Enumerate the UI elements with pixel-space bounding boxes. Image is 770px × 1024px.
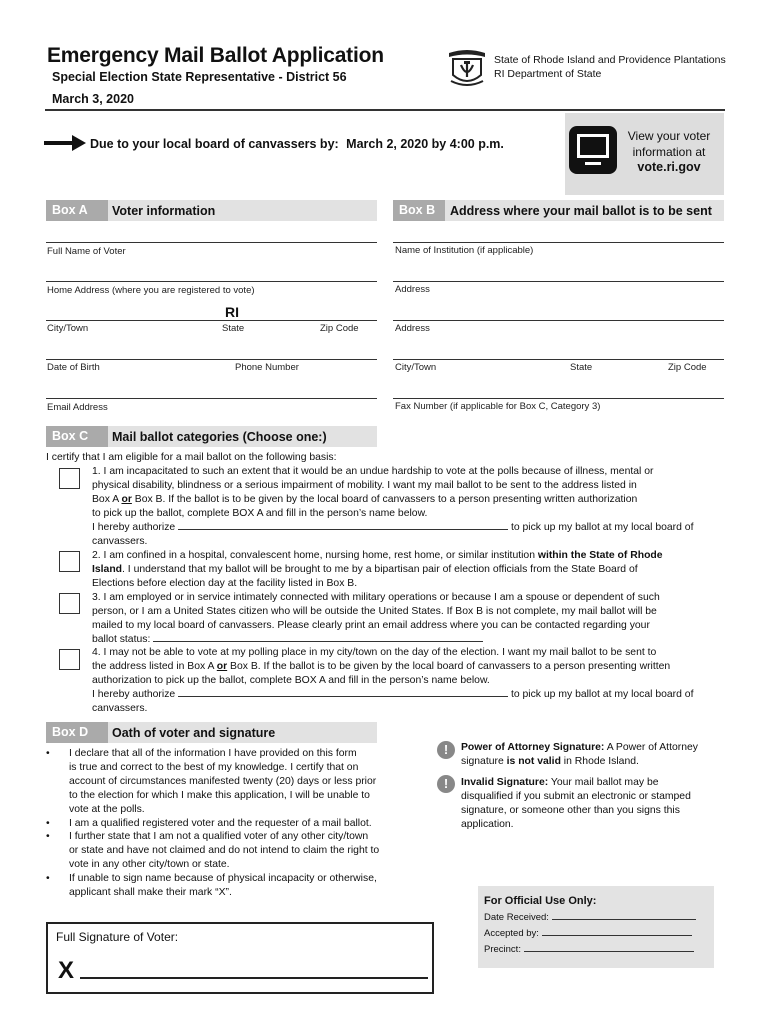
cat4-auth-pre: I hereby authorize [92,688,176,700]
box-c-title-main: Mail ballot categories [112,430,240,444]
oath-line: I am a qualified registered voter and the requester of a mail ballot. [69,817,372,829]
accepted-by-field[interactable] [542,935,692,936]
invalid-signature-note [461,776,731,832]
precinct-field[interactable] [524,951,694,952]
form-subtitle: Special Election State Representative - District 56 [52,70,347,84]
category-1-text [92,465,732,548]
accepted-by-label: Accepted by: [484,928,539,939]
address1-label: Address [395,284,430,295]
invalid-line: signature, or someone other than you signs this [461,804,680,816]
fax-field[interactable] [393,398,724,399]
warning-icon: ! [437,741,455,759]
cat4-text: Box B. If the ballot is to be given by the local board of canvassers to a person presenting written [227,660,671,672]
oath-item [46,830,426,872]
cat1-line: 1. I am incapacitated to such an extent that it would be an undue hardship to vote at the polls because of illness, mental or [92,466,654,477]
b-city-label: City/Town [395,362,437,373]
cat2-line: Elections before election day at the facility listed in Box B. [92,577,358,589]
category-4-checkbox[interactable] [59,649,80,670]
cat2-bold: Island [92,563,123,575]
cat1-or: or [121,493,132,505]
agency-line-2: RI Department of State [494,68,602,80]
warning-icon: ! [437,775,455,793]
email-label: Email Address [47,402,108,413]
cat2-text: 2. I am confined in a hospital, convalescent home, nursing home, rest home, or similar institution [92,550,538,561]
oath-line: If unable to sign name because of physical incapacity or otherwise, [69,873,377,885]
cat3-line: 3. I am employed or in service intimately connected with military operations or because I am a spouse or dependent of such [92,592,660,603]
cat2-bold: within the State of Rhode [537,550,663,561]
signature-line[interactable] [80,977,428,979]
box-a-tag: Box A [46,200,108,221]
poa-text: A Power of Attorney [604,742,698,753]
due-deadline: March 2, 2020 by 4:00 p.m. [346,137,504,151]
email-status-field[interactable] [153,641,483,642]
promo-link[interactable]: vote.ri.gov [637,160,701,174]
b-city-state-zip-field[interactable] [393,359,724,360]
form-title: Emergency Mail Ballot Application [47,44,384,67]
city-state-zip-field[interactable] [46,320,377,321]
poa-bold: is not valid [506,755,561,767]
voter-info-text [617,129,721,176]
cat1-auth-post: to pick up my ballot at my local board of [510,521,694,533]
cat1-line [92,493,732,507]
b-state-label: State [570,362,593,373]
poa-label: Power of Attorney Signature: [461,742,605,753]
email-field[interactable] [46,398,377,399]
poa-line [461,755,731,769]
oath-line: I declare that all of the information I have provided on this form [69,748,357,759]
oath-item [46,817,426,831]
box-c-title [112,430,327,444]
cat4-auth-post: to pick up my ballot at my local board of [510,688,694,700]
institution-label: Name of Institution (if applicable) [395,245,534,256]
dob-label: Date of Birth [47,362,100,373]
election-date: March 3, 2020 [52,92,134,106]
category-1-checkbox[interactable] [59,468,80,489]
category-2-text [92,549,732,591]
oath-line: vote in any other city/town or state. [69,859,230,871]
oath-line: vote at the polls. [69,803,145,815]
official-title: For Official Use Only: [484,895,597,907]
eligibility-intro: I certify that I am eligible for a mail ballot on the following basis: [46,452,337,463]
cat4-line: authorization to pick up the ballot, complete BOX A and fill in the person’s name below. [92,674,490,686]
address1-field[interactable] [393,281,724,282]
bullet-icon: • [46,873,50,885]
official-use-box [478,886,714,968]
cat1-auth-pre: I hereby authorize [92,521,176,533]
poa-line [461,741,731,755]
date-received-label: Date Received: [484,912,549,923]
state-label: State [222,323,245,334]
box-a-title: Voter information [112,204,216,218]
cat3-line [92,633,732,647]
box-b-title: Address where your mail ballot is to be sent [450,204,712,218]
cat1-text: Box B. If the ballot is to be given by the local board of canvassers to a person presenting written authorization [131,493,638,505]
box-d-tag: Box D [46,722,108,743]
invalid-label: Invalid Signature: [461,777,549,788]
cat4-line [92,660,732,674]
address2-label: Address [395,323,430,334]
category-3-text [92,591,732,647]
cat1-auth-end: canvassers. [92,535,148,547]
cat1-authorized-person-field[interactable] [178,529,508,530]
accepted-by-row [484,928,704,939]
cat3-line: mailed to my local board of canvassers. Please clearly print an email address where you can be contacted regarding your [92,619,650,631]
box-c-tag: Box C [46,426,108,447]
poa-note [461,741,731,769]
full-name-field[interactable] [46,242,377,243]
state-seal-icon [445,45,489,89]
cat1-text: Box A [92,493,122,505]
fax-label: Fax Number (if applicable for Box C, Category 3) [395,401,601,412]
oath-line: or state and have not claimed and do not intend to claim the right to [69,845,380,857]
invalid-line [461,776,731,790]
cat2-line [92,563,732,577]
cat4-auth-end: canvassers. [92,702,148,714]
category-4-text [92,646,732,716]
institution-field[interactable] [393,242,724,243]
box-d-title: Oath of voter and signature [112,726,276,740]
signature-mark: X [58,957,75,984]
cat1-line: to pick up the ballot, complete BOX A and fill in the person’s name below. [92,507,428,519]
cat4-text: the address listed in Box A [92,660,217,672]
cat4-authorize-line [92,688,732,702]
b-zip-label: Zip Code [668,362,707,373]
poa-text: signature [461,755,507,767]
home-address-label: Home Address (where you are registered to vote) [47,285,255,296]
signature-label: Full Signature of Voter: [56,930,179,944]
date-received-field[interactable] [552,919,696,920]
cat3-text: ballot status: [92,633,151,645]
cat3-line: person, or I am a United States citizen who will be outside the United States. If Box B is not complete, my mail ballot will be [92,605,657,617]
poa-text: in Rhode Island. [560,755,639,767]
bullet-icon: • [46,831,50,843]
oath-line: to the election for which I make this application, I will be unable to [69,789,370,801]
cat1-authorize-line [92,521,732,535]
box-b-tag: Box B [393,200,445,221]
header-divider [45,109,725,111]
oath-line: account of circumstances manifested twenty (20) days or less prior [69,775,377,787]
category-3-checkbox[interactable] [59,593,80,614]
invalid-text: Your mail ballot may be [548,777,659,788]
invalid-line: application. [461,818,514,830]
agency-line-1: State of Rhode Island and Providence Plantations [494,54,726,66]
phone-label: Phone Number [235,362,299,373]
bullet-icon: • [46,817,50,829]
cat4-authorized-person-field[interactable] [178,696,508,697]
city-label: City/Town [47,323,89,334]
box-c-title-suffix: (Choose one:) [242,430,327,444]
invalid-line: disqualified if you submit an electronic or stamped [461,790,691,802]
oath-line: I further state that I am not a qualified voter of any other city/town [69,831,369,843]
arrow-right-icon [44,134,86,152]
zip-label: Zip Code [320,323,359,334]
due-date-line [90,137,504,151]
date-received-row [484,912,704,923]
full-name-label: Full Name of Voter [47,246,126,257]
cat1-line: physical disability, blindness or a serious impairment of mobility. I want my mail ballot to be sent to the address listed in [92,479,637,491]
bullet-icon: • [46,748,50,759]
home-address-field[interactable] [46,281,377,282]
cat4-line: 4. I may not be able to vote at my polling place in my city/town on the day of the election. I want my mail ballot to be sent to [92,647,657,658]
address2-field[interactable] [393,320,724,321]
oath-item [46,747,426,817]
computer-monitor-icon [568,125,618,175]
promo-line-2: information at [632,144,706,159]
precinct-row [484,944,704,955]
signature-box[interactable] [46,922,434,994]
oath-line: is true and correct to the best of my knowledge. I certify that on [69,761,359,773]
category-2-checkbox[interactable] [59,551,80,572]
agency-info [494,53,726,81]
state-value: RI [225,304,239,320]
cat2-text: . I understand that my ballot will be brought to me by a bipartisan pair of election officials from the State Board of [122,563,638,575]
oath-list [46,747,426,900]
cat2-line [92,549,732,563]
dob-phone-field[interactable] [46,359,377,360]
due-label: Due to your local board of canvassers by: [90,137,339,151]
promo-line-1: View your voter [627,129,711,143]
precinct-label: Precinct: [484,944,521,955]
oath-item [46,872,426,900]
oath-line: applicant shall make their mark “X”. [69,887,232,899]
cat4-or: or [216,660,228,672]
